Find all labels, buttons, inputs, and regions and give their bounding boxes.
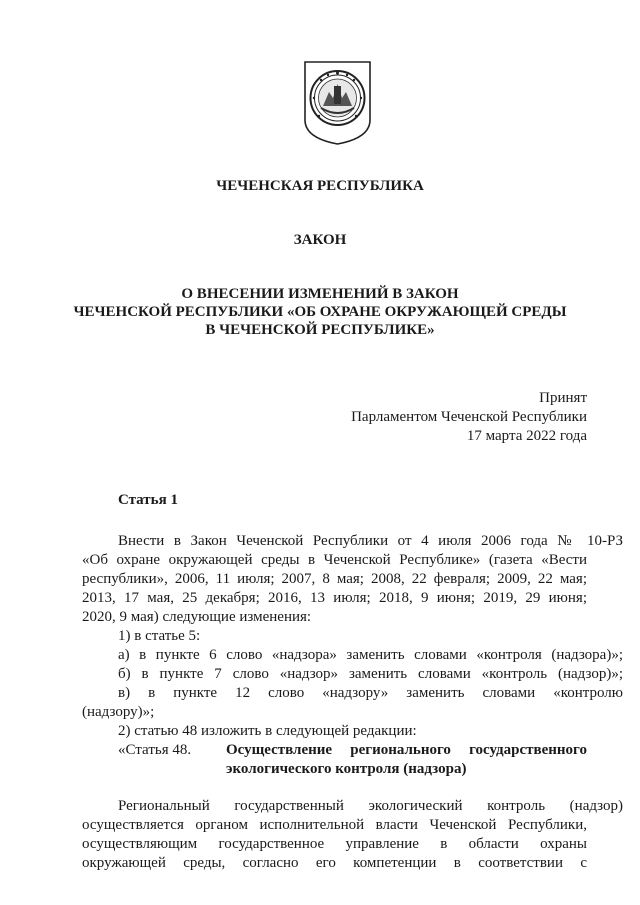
intro-line-5: 2020, 9 мая) следующие изменения: bbox=[82, 609, 312, 625]
adoption-line-1: Принят bbox=[539, 390, 587, 406]
adoption-date: 17 марта 2022 года bbox=[466, 428, 587, 444]
article-48-prefix: «Статья 48. bbox=[118, 742, 192, 758]
intro-line-4: 2013, 17 мая, 25 декабря; 2016, 13 июля; 2018, 9 июня; 2019, 29 июня; bbox=[82, 590, 587, 606]
paragraph-line-1: Региональный государственный экологический контроль (надзор) bbox=[118, 798, 623, 814]
paragraph-line-2: осуществляется органом исполнительной власти Чеченской Республики, bbox=[82, 817, 587, 833]
paragraph-line-4: окружающей среды, согласно его компетенции в соответствии с bbox=[82, 855, 587, 871]
item-1: 1) в статье 5: bbox=[118, 628, 201, 644]
item-1c-line-2: (надзору)»; bbox=[82, 704, 155, 720]
article-48-title-line-1: Осуществление регионального государственного bbox=[226, 742, 587, 758]
intro-line-1: Внести в Закон Чеченской Республики от 4 июля 2006 года № 10-РЗ bbox=[118, 533, 623, 549]
republic-heading: ЧЕЧЕНСКАЯ РЕСПУБЛИКА bbox=[216, 178, 424, 194]
intro-line-2: «Об охране окружающей среды в Чеченской Республике» (газета «Вести bbox=[82, 552, 587, 568]
article-48-title-line-2: экологического контроля (надзора) bbox=[226, 761, 467, 777]
intro-line-3: республики», 2006, 11 июля; 2007, 8 мая; 2008, 22 февраля; 2009, 22 мая; bbox=[82, 571, 587, 587]
item-1a: а) в пункте 6 слово «надзора» заменить словами «контроля (надзора)»; bbox=[118, 647, 623, 663]
item-2: 2) статью 48 изложить в следующей редакции: bbox=[118, 723, 417, 739]
coat-of-arms-emblem bbox=[299, 58, 376, 146]
item-1b: б) в пункте 7 слово «надзор» заменить словами «контроль (надзор)»; bbox=[118, 666, 623, 682]
document-type-heading: ЗАКОН bbox=[293, 232, 347, 248]
law-title-line-3: В ЧЕЧЕНСКОЙ РЕСПУБЛИКЕ» bbox=[205, 322, 435, 338]
law-title-line-2: ЧЕЧЕНСКОЙ РЕСПУБЛИКИ «ОБ ОХРАНЕ ОКРУЖАЮЩЕЙ СРЕДЫ bbox=[73, 304, 567, 320]
law-title-line-1: О ВНЕСЕНИИ ИЗМЕНЕНИЙ В ЗАКОН bbox=[181, 286, 459, 302]
article-1-heading: Статья 1 bbox=[118, 492, 178, 508]
paragraph-line-3: осуществляющим государственное управление в области охраны bbox=[82, 836, 587, 852]
adoption-line-2: Парламентом Чеченской Республики bbox=[351, 409, 587, 425]
item-1c-line-1: в) в пункте 12 слово «надзору» заменить словами «контролю bbox=[118, 685, 623, 701]
